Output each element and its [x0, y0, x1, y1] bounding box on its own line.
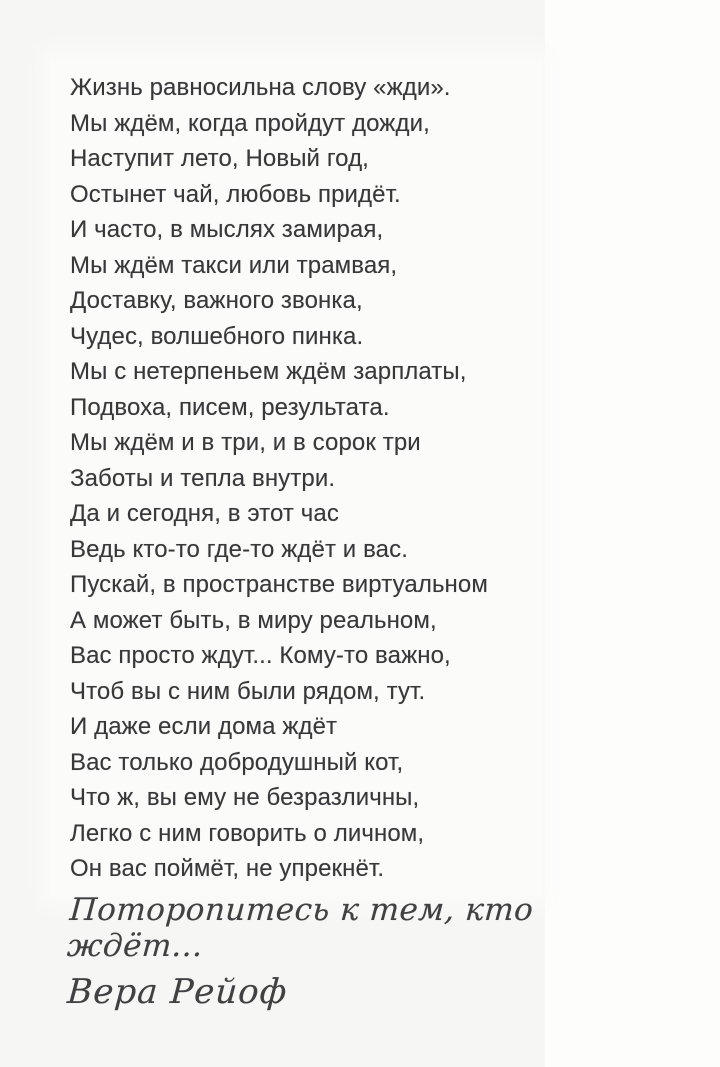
poem-line: Подвоха, писем, результата. — [70, 393, 390, 421]
poem-line: Заботы и тепла внутри. — [70, 464, 336, 492]
poem-line: Остынет чай, любовь придёт. — [70, 180, 401, 208]
author-signature: Вера Рейоф — [66, 972, 289, 1012]
poem-line: Пускай, в пространстве виртуальном — [70, 571, 488, 598]
poem-text — [70, 70, 630, 887]
poem-closing-line: Поторопитесь к тем, кто ждёт... — [66, 892, 535, 964]
poem-line: Да и сегодня, в этот час — [70, 500, 339, 527]
poem-line: Легко с ним говорить о личном, — [70, 819, 425, 847]
poem-line: Что ж, вы ему не безразличны, — [70, 784, 420, 811]
poem-line: Мы с нетерпеньем ждём зарплаты, — [70, 358, 467, 385]
poem-line: И даже если дома ждёт — [70, 713, 338, 740]
poem-line: Чудес, волшебного пинка. — [70, 322, 364, 350]
poem-line: Мы ждём такси или трамвая, — [70, 251, 398, 279]
poem-line: А может быть, в миру реальном, — [70, 606, 437, 634]
poem-line: Ведь кто-то где-то ждёт и вас. — [70, 535, 408, 563]
poem-line: Мы ждём и в три, и в сорок три — [70, 429, 421, 456]
poem-line: Жизнь равносильна слову «жди». — [70, 74, 451, 101]
poem-line: Вас только добродушный кот, — [70, 748, 404, 776]
poem-line: Наступит лето, Новый год, — [70, 145, 369, 172]
poem-line: Доставку, важного звонка, — [70, 287, 363, 314]
poem-line: Мы ждём, когда пройдут дожди, — [70, 109, 430, 137]
poem-line: Он вас поймёт, не упрекнёт. — [70, 855, 385, 882]
poem-line: И часто, в мыслях замирая, — [70, 216, 384, 243]
poem-line: Чтоб вы с ним были рядом, тут. — [70, 677, 426, 705]
poem-line: Вас просто ждут... Кому-то важно, — [70, 642, 451, 669]
